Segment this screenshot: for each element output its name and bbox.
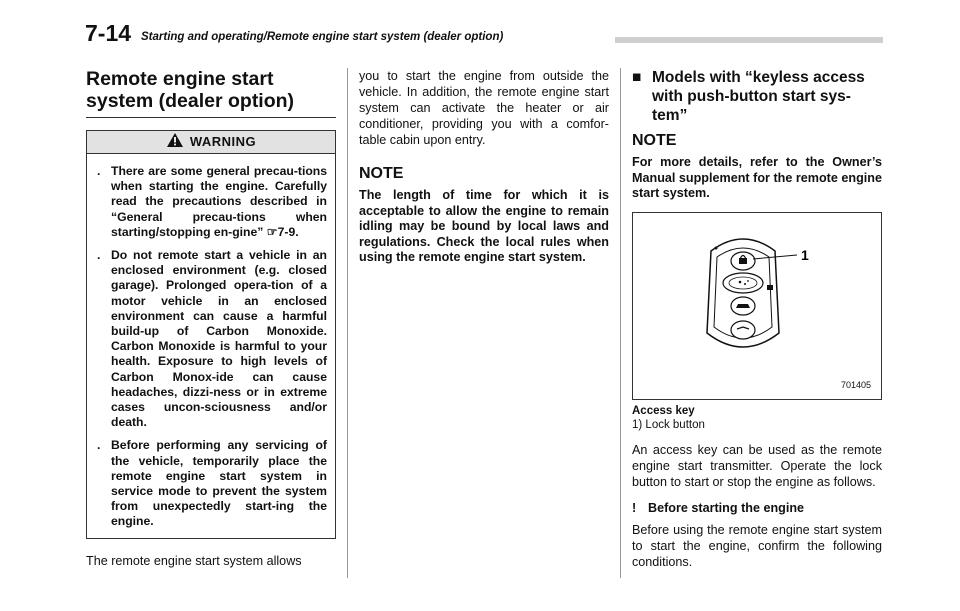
section-rule [86, 117, 336, 118]
figure-callout-1: 1 [801, 246, 809, 263]
subsection-title: Models with “keyless access with push-button start sys-tem” [652, 69, 865, 124]
bullet-mark: . [97, 164, 101, 178]
column-divider [620, 68, 621, 578]
warning-item [97, 164, 327, 240]
caption-title: Access key [632, 404, 695, 417]
page-number: 7-14 [85, 20, 132, 46]
note-title: NOTE [359, 165, 404, 182]
access-key-illustration [633, 213, 881, 399]
square-bullet-icon: ■ [632, 69, 642, 86]
access-key-figure [632, 212, 882, 400]
warning-triangle-icon [166, 132, 184, 152]
note-text: For more details, refer to the Owner’s Manual supplement for the remote engine start system. [632, 155, 882, 201]
warning-label: WARNING [189, 134, 257, 149]
note-text: The length of time for which it is acceptable to allow the engine to remain idling may be bound by local laws and regulations. Check the local rules when using the remote engine start system. [359, 188, 609, 265]
warning-text: There are some general precau-tions when starting the engine. Carefully read the precautions described in “General precau-tions when starting/stopping en-gine” ☞7-9. [111, 164, 327, 239]
left-column [86, 68, 336, 569]
right-column [632, 68, 882, 570]
page-header [85, 20, 883, 50]
warning-text: Before performing any servicing of the vehicle, temporarily place the remote engine start system in service mode to prevent the system from unexpectedly start-ing the engine. [111, 438, 327, 529]
body-paragraph: Before using the remote engine start system to start the engine, confirm the following conditions. [632, 522, 882, 569]
sub-heading-text: Before starting the engine [648, 500, 805, 515]
sub-heading [632, 500, 882, 516]
header-title: Starting and operating/Remote engine start system (dealer option) [141, 31, 504, 43]
note-title: NOTE [632, 132, 677, 149]
body-paragraph: you to start the engine from outside the vehicle. In addition, the remote engine start system can activate the heater or air conditioner, providing you with a comfor-table cabin upon entry. [359, 69, 609, 147]
figure-code: 701405 [840, 379, 871, 390]
section-title: Remote engine start system (dealer option) [86, 68, 295, 112]
middle-column [359, 68, 609, 266]
warning-body [87, 154, 335, 538]
subsection-heading [632, 68, 882, 125]
bullet-mark: . [97, 438, 101, 453]
warning-item [97, 438, 327, 529]
warning-item [97, 248, 327, 430]
exclamation-icon: ! [632, 500, 637, 515]
intro-paragraph: The remote engine start system allows [86, 553, 302, 568]
figure-caption [632, 404, 882, 432]
warning-header [87, 130, 335, 154]
column-divider [347, 68, 348, 578]
bullet-mark: . [97, 248, 101, 263]
warning-text: Do not remote start a vehicle in an enclosed environment (e.g. closed garage). Prolonged opera-tion of a motor vehicle in an enclosed environment can cause a harmful build-up of Carbon Monoxide. Carbon Monoxide is harmful to your health. Exposure to high levels of Carbon Monox-ide can cause headaches, dizzi-ness or in extreme cases uncon-sciousness and/or death. [111, 248, 327, 430]
warning-box [86, 130, 336, 539]
header-rule [615, 37, 883, 43]
caption-item: 1) Lock button [632, 418, 705, 431]
body-paragraph: An access key can be used as the remote engine start transmitter. Operate the lock button to start or stop the engine as follows. [632, 442, 882, 489]
